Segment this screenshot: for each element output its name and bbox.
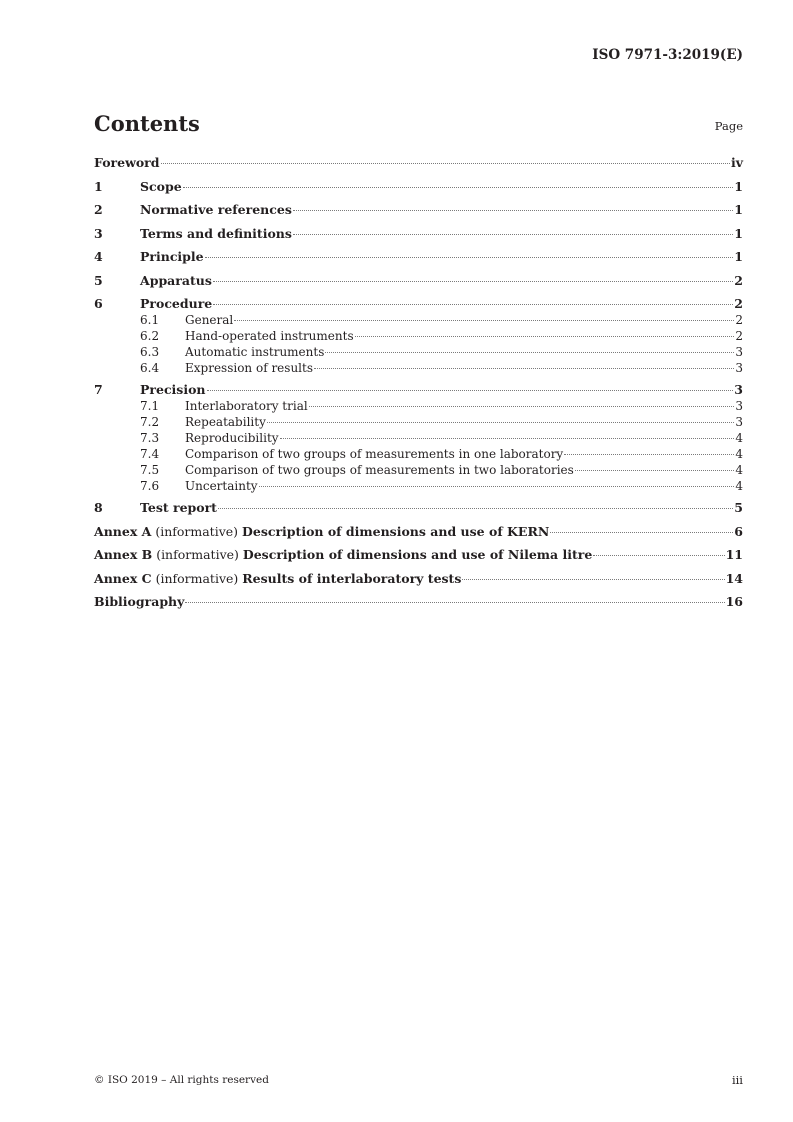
toc-entry-page: 3 [734,382,743,397]
toc-entry-subsection[interactable] [94,415,743,431]
toc-entry-title: Repeatability [185,415,266,429]
toc-entry-subsection[interactable] [94,479,743,498]
copyright-notice: © ISO 2019 – All rights reserved [94,1074,269,1086]
toc-entry-subsection[interactable] [94,431,743,447]
toc-entry-number: 6 [94,296,103,311]
toc-entry-title: Normative references [140,202,292,217]
toc-entry-number: 6.3 [140,345,160,359]
dot-leader [309,406,735,407]
toc-entry-section[interactable] [94,179,743,203]
toc-entry-title: Precision [140,382,206,397]
toc-entry-page: iv [730,155,743,170]
dot-leader [185,602,724,603]
dot-leader [161,163,730,164]
toc-entry-number: 7.3 [140,431,160,445]
toc-entry-number: 7.4 [140,447,160,461]
toc-entry-title [94,547,592,562]
toc-entry-page: 1 [734,202,743,217]
dot-leader [325,352,734,353]
toc-entry-number: 6.1 [140,313,160,327]
toc-entry-bibliography[interactable] [94,594,743,618]
toc-entry-section[interactable] [94,249,743,273]
toc-entry-title: Expression of results [185,361,313,375]
toc-entry-page: 4 [735,479,743,493]
annex-label: Annex C [94,570,152,586]
toc-entry-number: 7 [94,382,103,397]
toc-entry-annex-b[interactable] [94,547,743,571]
toc-entry-title: Interlaboratory trial [185,399,308,413]
toc-entry-number: 7.1 [140,399,160,413]
toc-entry-number: 7.5 [140,463,160,477]
toc-entry-section[interactable] [94,202,743,226]
dot-leader [550,532,733,533]
page-number: iii [731,1073,743,1087]
toc-entry-subsection[interactable] [94,447,743,463]
toc-entry-page: 3 [735,399,743,413]
annex-label: Annex B [94,547,153,562]
page-column-label: Page [714,119,743,133]
toc-entry-section[interactable] [94,273,743,297]
toc-entry-section[interactable] [94,296,743,313]
toc-entry-annex-c[interactable] [94,571,743,595]
toc-entry-title [94,571,461,586]
toc-entry-subsection[interactable] [94,329,743,345]
dot-leader [355,336,735,337]
toc-entry-title: Apparatus [140,272,212,288]
toc-entry-page: 6 [734,523,743,539]
toc-entry-page: 3 [735,345,743,359]
dot-leader [234,320,734,321]
annex-label: Annex A [94,523,152,539]
dot-leader [183,187,734,188]
toc-entry-number: 5 [94,272,103,288]
toc-entry-title: Comparison of two groups of measurements in one laboratory [185,447,564,461]
toc-entry-title: General [185,313,234,327]
toc-entry-title: Hand-operated instruments [185,329,354,343]
toc-entry-page: 4 [735,431,743,445]
document-id: ISO 7971-3:2019(E) [592,47,743,63]
toc-entry-number: 2 [94,202,103,217]
toc-entry-foreword[interactable] [94,155,743,179]
toc-entry-title: Reproducibility [185,431,279,445]
dot-leader [259,486,735,487]
toc-entry-title: Scope [140,178,182,194]
toc-entry-title: Bibliography [94,594,185,609]
toc-entry-page: 2 [734,272,743,288]
toc-entry-subsection[interactable] [94,463,743,479]
toc-entry-number: 7.2 [140,415,160,429]
dot-leader [218,508,733,509]
toc-entry-subsection[interactable] [94,345,743,361]
toc-entry-title: Comparison of two groups of measurements in two laboratories [185,463,574,477]
annex-type: (informative) [155,570,239,586]
toc-entry-title: Uncertainty [185,479,258,493]
toc-entry-page: 1 [734,178,743,194]
annex-title: Description of dimensions and use of Nilema litre [242,547,593,562]
toc-entry-subsection[interactable] [94,399,743,415]
toc-entry-number: 4 [94,249,103,264]
toc-entry-page: 4 [735,463,743,477]
dot-leader [575,470,735,471]
toc-entry-number: 6.4 [140,361,160,375]
toc-entry-page: 2 [735,329,743,343]
toc-entry-page: 11 [725,547,743,562]
toc-entry-annex-a[interactable] [94,524,743,548]
toc-entry-title: Principle [140,249,204,264]
toc-entry-section[interactable] [94,500,743,524]
toc-entry-number: 6.2 [140,329,160,343]
toc-entry-number: 7.6 [140,479,160,493]
toc-entry-page: 3 [735,415,743,429]
annex-title: Results of interlaboratory tests [242,570,462,586]
toc-entry-title: Automatic instruments [185,345,325,359]
toc-entry-page: 16 [725,594,743,609]
toc-entry-title [94,524,549,539]
annex-title: Description of dimensions and use of KERN [242,523,550,539]
toc-entry-section[interactable] [94,226,743,250]
dot-leader [293,234,733,235]
annex-type: (informative) [155,523,239,539]
toc-entry-section[interactable] [94,382,743,399]
dot-leader [293,210,733,211]
toc-entry-page: 3 [735,361,743,375]
toc-entry-number: 8 [94,500,103,515]
dot-leader [205,257,734,258]
table-of-contents [94,155,743,618]
dot-leader [462,579,724,580]
toc-entry-page: 2 [735,313,743,327]
dot-leader [267,422,735,423]
toc-entry-title: Terms and definitions [140,225,292,241]
dot-leader [593,555,724,556]
toc-entry-page: 14 [725,570,743,586]
page-title: Contents [94,111,200,136]
dot-leader [564,454,734,455]
toc-entry-page: 2 [734,296,743,311]
dot-leader [213,304,733,305]
dot-leader [314,368,734,369]
toc-entry-number: 3 [94,225,103,241]
dot-leader [213,281,733,282]
dot-leader [280,438,735,439]
toc-entry-title: Foreword [94,155,160,170]
toc-entry-subsection[interactable] [94,313,743,329]
annex-type: (informative) [156,547,239,562]
toc-entry-title: Procedure [140,296,213,311]
toc-entry-page: 4 [735,447,743,461]
toc-entry-number: 1 [94,178,103,194]
toc-entry-page: 1 [734,225,743,241]
toc-entry-subsection[interactable] [94,361,743,380]
dot-leader [207,390,734,391]
toc-entry-page: 1 [734,249,743,264]
toc-entry-page: 5 [734,500,743,515]
toc-entry-title: Test report [140,500,217,515]
